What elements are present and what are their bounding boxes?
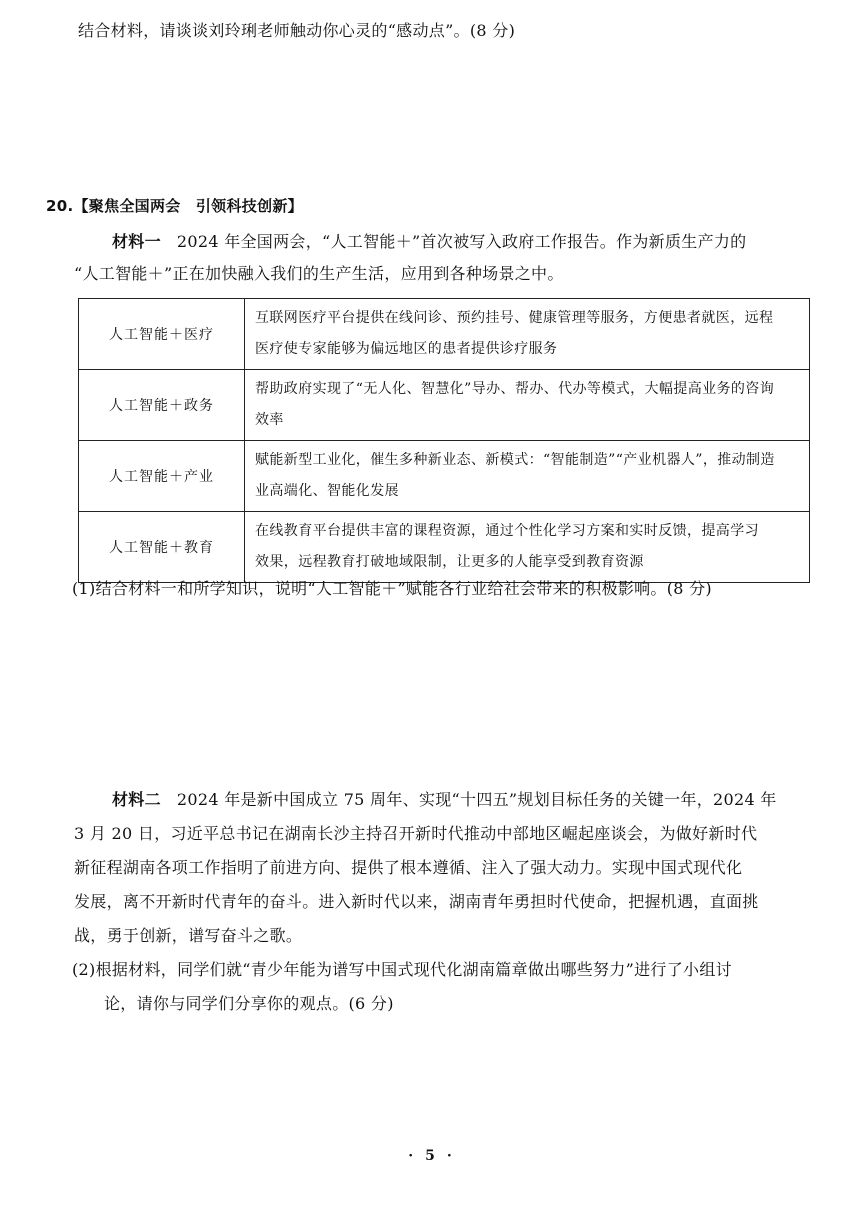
description-line: 互联网医疗平台提供在线问诊、预约挂号、健康管理等服务，方便患者就医，远程	[255, 310, 774, 326]
sub-question-1: (1)结合材料一和所学知识，说明“人工智能＋”赋能各行业给社会带来的积极影响。(8 分)	[72, 579, 712, 598]
material-1-line-2: “人工智能＋”正在加快融入我们的生产生活，应用到各种场景之中。	[74, 264, 564, 283]
description-line: 赋能新型工业化，催生多种新业态、新模式：“智能制造”“产业机器人”，推动制造	[255, 452, 775, 468]
material-2-line-2: 3 月 20 日，习近平总书记在湖南长沙主持召开新时代推动中部地区崛起座谈会，为做好新时代	[74, 824, 758, 843]
description-line: 帮助政府实现了“无人化、智慧化”导办、帮办、代办等模式，大幅提高业务的咨询	[255, 381, 775, 397]
table-row	[79, 299, 810, 370]
page-number-value: 5	[425, 1148, 435, 1164]
table-cell-description	[245, 370, 810, 441]
description-line: 医疗使专家能够为偏远地区的患者提供诊疗服务	[255, 341, 558, 357]
table-cell-description	[245, 441, 810, 512]
material-1-label: 材料一	[112, 232, 161, 251]
ai-applications-table	[78, 298, 810, 583]
table-cell-category: 人工智能＋医疗	[79, 299, 245, 370]
table-cell-category: 人工智能＋政务	[79, 370, 245, 441]
question-number: 20.	[46, 197, 74, 215]
question-20-heading	[46, 195, 303, 217]
material-2-line-3: 新征程湖南各项工作指明了前进方向、提供了根本遵循、注入了强大动力。实现中国式现代化	[74, 858, 743, 877]
table-cell-category: 人工智能＋教育	[79, 512, 245, 583]
description-line: 业高端化、智能化发展	[255, 483, 399, 499]
page-dot-left: ·	[408, 1148, 414, 1164]
table-cell-description	[245, 299, 810, 370]
table-row	[79, 441, 810, 512]
material-1-text-1: 2024 年全国两会，“人工智能＋”首次被写入政府工作报告。作为新质生产力的	[176, 232, 747, 251]
question-title: 【聚焦全国两会 引领科技创新】	[73, 197, 303, 215]
material-2-line-5: 战，勇于创新，谱写奋斗之歌。	[74, 926, 303, 945]
material-2-text-1: 2024 年是新中国成立 75 周年、实现“十四五”规划目标任务的关键一年，2024 年	[176, 790, 777, 809]
description-line: 效率	[255, 412, 284, 428]
material-1-line-1	[112, 231, 746, 253]
sub-question-2-line-2: 论，请你与同学们分享你的观点。(6 分)	[104, 994, 394, 1013]
material-2-label: 材料二	[112, 790, 161, 809]
description-line: 在线教育平台提供丰富的课程资源，通过个性化学习方案和实时反馈，提高学习	[255, 523, 759, 539]
previous-question-prompt: 结合材料，请谈谈刘玲琍老师触动你心灵的“感动点”。(8 分)	[78, 21, 516, 40]
page-number	[0, 1148, 860, 1164]
description-line: 效果，远程教育打破地域限制，让更多的人能享受到教育资源	[255, 554, 644, 570]
material-2-line-1	[112, 789, 777, 811]
table-row	[79, 370, 810, 441]
table-cell-description	[245, 512, 810, 583]
page-dot-right: ·	[446, 1148, 452, 1164]
table-row	[79, 512, 810, 583]
sub-question-2-line-1: (2)根据材料，同学们就“青少年能为谱写中国式现代化湖南篇章做出哪些努力”进行了小组讨	[72, 960, 732, 979]
material-2-line-4: 发展，离不开新时代青年的奋斗。进入新时代以来，湖南青年勇担时代使命，把握机遇，直面挑	[74, 892, 759, 911]
table-cell-category: 人工智能＋产业	[79, 441, 245, 512]
